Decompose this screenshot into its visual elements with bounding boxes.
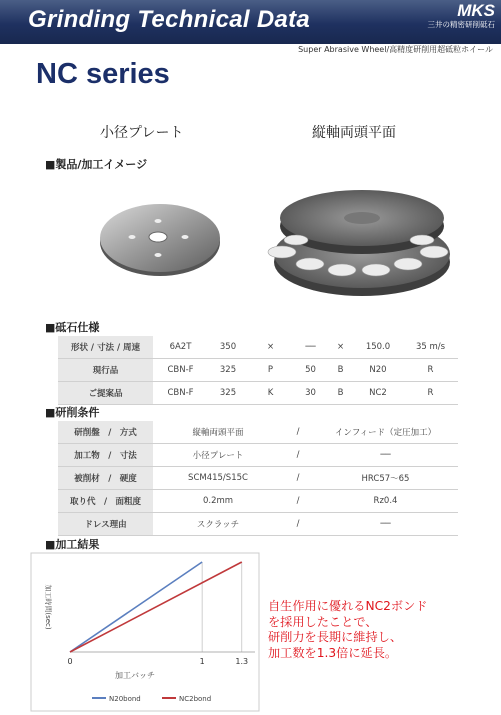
table-cell: / xyxy=(283,490,313,513)
table-row xyxy=(58,513,458,536)
plate-image xyxy=(95,198,225,278)
table-cell: 小径プレート xyxy=(153,444,283,467)
table-row xyxy=(58,467,458,490)
table-cell: B xyxy=(328,382,353,405)
series-title: NC series xyxy=(36,58,170,90)
note-line: 加工数を1.3倍に延長。 xyxy=(268,645,398,660)
table-cell: × xyxy=(248,336,293,359)
table-cell: 取り代 / 面粗度 xyxy=(58,490,153,513)
result-chart xyxy=(30,552,260,712)
table-cell: / xyxy=(283,513,313,536)
table-row xyxy=(58,421,458,444)
note-line: 研削力を長期に維持し、 xyxy=(268,630,403,644)
section-spec-heading: ■砥石仕様 xyxy=(45,321,100,334)
table-cell: ご提案品 xyxy=(58,382,153,405)
note-line: 自生作用に優れるNC2ボンド xyxy=(268,599,428,613)
legend-label: NC2bond xyxy=(179,695,212,703)
table-cell: R xyxy=(403,359,458,382)
section-result-heading: ■加工結果 xyxy=(45,538,100,551)
table-cell: 現行品 xyxy=(58,359,153,382)
table-cell: インフィード（定圧加工） xyxy=(313,421,458,444)
table-cell: R xyxy=(403,382,458,405)
table-cell: 35 m/s xyxy=(403,336,458,359)
x-tick-label: 0 xyxy=(67,657,73,666)
company-name: 三井の精密研削砥石 xyxy=(427,20,495,29)
table-row xyxy=(58,336,458,359)
section-image-heading: ■製品/加工イメージ xyxy=(45,158,148,171)
table-cell: 0.2mm xyxy=(153,490,283,513)
table-cell: SCM415/S15C xyxy=(153,467,283,490)
wheel-spec-table xyxy=(58,336,458,405)
product-label-b: 縦軸両頭平面 xyxy=(312,125,396,141)
table-cell: 325 xyxy=(208,359,248,382)
table-cell: K xyxy=(248,382,293,405)
section-conditions-heading: ■研削条件 xyxy=(45,406,100,419)
table-cell: NC2 xyxy=(353,382,403,405)
wheel-image xyxy=(262,190,462,310)
y-axis-label: 加工時間(sec) xyxy=(44,584,52,630)
table-row xyxy=(58,444,458,467)
table-cell: CBN-F xyxy=(153,359,208,382)
table-cell: N20 xyxy=(353,359,403,382)
table-cell: 150.0 xyxy=(353,336,403,359)
table-cell: / xyxy=(283,467,313,490)
table-row xyxy=(58,382,458,405)
table-cell: ── xyxy=(293,336,328,359)
table-cell: 被削材 / 硬度 xyxy=(58,467,153,490)
grinding-conditions-table xyxy=(58,421,458,536)
table-cell: P xyxy=(248,359,293,382)
brand-block xyxy=(428,2,496,30)
table-cell: B xyxy=(328,359,353,382)
page-title: Grinding Technical Data xyxy=(28,6,311,33)
table-cell: 縦軸両頭平面 xyxy=(153,421,283,444)
table-cell: / xyxy=(283,421,313,444)
header-banner xyxy=(0,0,501,44)
table-cell: 325 xyxy=(208,382,248,405)
table-row xyxy=(58,359,458,382)
table-cell: 30 xyxy=(293,382,328,405)
table-cell: / xyxy=(283,444,313,467)
chart-frame xyxy=(31,553,259,711)
x-tick-label: 1.3 xyxy=(235,657,249,666)
note-line: を採用したことで、 xyxy=(268,614,378,629)
table-cell: ドレス理由 xyxy=(58,513,153,536)
table-cell: × xyxy=(328,336,353,359)
table-cell: 350 xyxy=(208,336,248,359)
table-cell: 6A2T xyxy=(153,336,208,359)
header-subtitle: Super Abrasive Wheel/高精度研削用超砥粒ホイール xyxy=(298,45,493,54)
table-cell: Rz0.4 xyxy=(313,490,458,513)
table-cell: CBN-F xyxy=(153,382,208,405)
product-label-a: 小径プレート xyxy=(100,125,184,141)
x-axis-label: 加工バッチ xyxy=(115,671,155,680)
table-cell: スクラッチ xyxy=(153,513,283,536)
table-cell: ── xyxy=(313,513,458,536)
table-cell: 加工物 / 寸法 xyxy=(58,444,153,467)
table-row xyxy=(58,490,458,513)
legend-label: N20bond xyxy=(109,695,141,703)
table-cell: 形状 / 寸法 / 周速 xyxy=(58,336,153,359)
table-cell: 研削盤 / 方式 xyxy=(58,421,153,444)
result-note xyxy=(268,599,427,661)
brand-logo: MKS xyxy=(457,1,495,20)
x-tick-label: 1 xyxy=(199,657,205,666)
table-cell: HRC57～65 xyxy=(313,467,458,490)
table-cell: 50 xyxy=(293,359,328,382)
table-cell: ── xyxy=(313,444,458,467)
